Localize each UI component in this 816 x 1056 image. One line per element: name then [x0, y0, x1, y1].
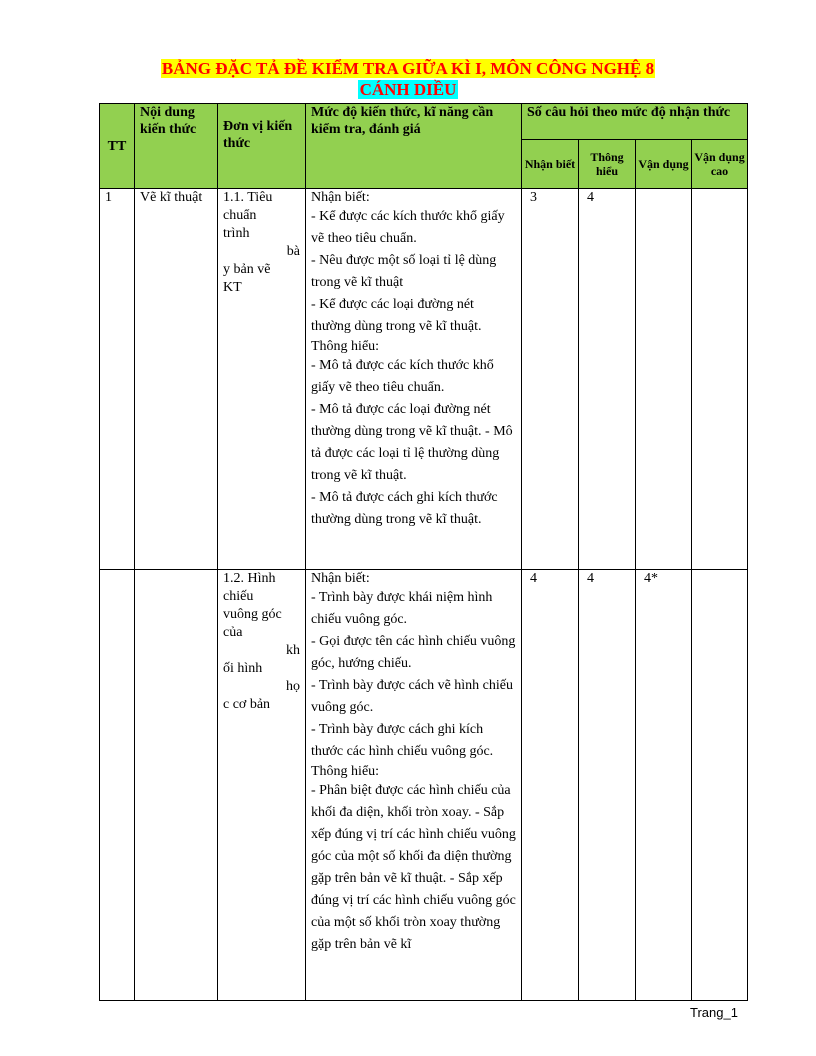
- document-title: BẢNG ĐẶC TẢ ĐỀ KIỂM TRA GIỮA KÌ I, MÔN CÔNG NGHỆ 8: [161, 59, 655, 78]
- count-apply: 4*: [636, 570, 692, 1001]
- list-item: - Mô tả được các kích thước khổ giấy vẽ theo tiêu chuẩn.: [311, 358, 494, 395]
- unit-line: bà: [286, 244, 300, 259]
- header-content: Nội dung kiến thức: [135, 104, 218, 189]
- list-item: - Gọi được tên các hình chiếu vuông góc, hướng chiếu.: [311, 634, 516, 671]
- header-tt: TT: [100, 104, 135, 189]
- unit-line: 1.1. Tiêu: [223, 190, 273, 205]
- count-recognize: 3: [522, 189, 579, 570]
- specification-table: [99, 103, 748, 1001]
- header-row: [100, 104, 748, 140]
- document-subtitle: CÁNH DIỀU: [359, 80, 457, 99]
- understand-title: Thông hiểu:: [311, 339, 380, 354]
- row-tt: [100, 570, 135, 1001]
- table-row: [100, 570, 748, 1001]
- header-apply-high: Vận dụng cao: [692, 140, 748, 189]
- count-apply-high: [692, 570, 748, 1001]
- list-item: - Trình bày được cách ghi kích thước các hình chiếu vuông góc.: [311, 722, 494, 759]
- unit-line: trình: [223, 226, 250, 241]
- count-apply: [636, 189, 692, 570]
- header-apply: Vận dụng: [636, 140, 692, 189]
- unit-line: c cơ bản: [223, 697, 271, 712]
- header-unit: Đơn vị kiến thức: [218, 104, 306, 189]
- list-item: - Trình bày được cách vẽ hình chiếu vuông góc.: [311, 678, 514, 715]
- page-number: Trang_1: [690, 1005, 738, 1020]
- unit-line: KT: [223, 280, 242, 295]
- unit-line: ối hình: [223, 661, 263, 676]
- row-unit: [218, 570, 306, 1001]
- count-recognize: 4: [522, 570, 579, 1001]
- list-item: - Trình bày được khái niệm hình chiếu vuông góc.: [311, 590, 493, 627]
- row-content: [135, 570, 218, 1001]
- row-description: [306, 570, 522, 1001]
- header-level: Mức độ kiến thức, kĩ năng cần kiểm tra, đánh giá: [306, 104, 522, 189]
- unit-line: 1.2. Hình: [223, 571, 276, 586]
- row-unit: [218, 189, 306, 570]
- list-item: - Nêu được một số loại tỉ lệ dùng trong vẽ kĩ thuật: [311, 253, 497, 290]
- unit-line: kh: [286, 643, 300, 658]
- count-apply-high: [692, 189, 748, 570]
- header-count: Số câu hỏi theo mức độ nhận thức: [522, 104, 748, 140]
- unit-line: chuẩn: [223, 208, 257, 223]
- table-row: [100, 189, 748, 570]
- unit-line: vuông góc: [223, 607, 282, 622]
- list-item: - Kể được các kích thước khổ giấy vẽ theo tiêu chuẩn.: [311, 209, 505, 246]
- row-content: Vẽ kĩ thuật: [135, 189, 218, 570]
- recognize-title: Nhận biết:: [311, 571, 370, 586]
- unit-line: của: [223, 625, 243, 640]
- unit-line: chiếu: [223, 589, 254, 604]
- list-item: - Kể được các loại đường nét thường dùng trong vẽ kĩ thuật.: [311, 297, 482, 334]
- list-item: - Mô tả được các loại đường nét thường dùng trong vẽ kĩ thuật. - Mô tả được các loại tỉ lệ thường dùng trong vẽ kĩ thuật.: [311, 402, 513, 483]
- count-understand: 4: [579, 570, 636, 1001]
- header-recognize: Nhận biết: [522, 140, 579, 189]
- count-understand: 4: [579, 189, 636, 570]
- unit-line: họ: [286, 679, 300, 694]
- header-understand: Thông hiểu: [579, 140, 636, 189]
- unit-line: y bản vẽ: [223, 262, 271, 277]
- recognize-title: Nhận biết:: [311, 190, 370, 205]
- understand-title: Thông hiểu:: [311, 764, 380, 779]
- row-tt: 1: [100, 189, 135, 570]
- row-description: [306, 189, 522, 570]
- list-item: - Phân biệt được các hình chiếu của khối đa diện, khối tròn xoay. - Sắp xếp đúng vị trí các hình chiếu vuông góc của một số khối đa diện thường gặp trên bản vẽ kĩ thuật. - Sắp xếp đúng vị trí các hình chiếu vuông góc của một số khối tròn xoay thường gặp trên bản vẽ kĩ: [311, 783, 516, 952]
- list-item: - Mô tả được cách ghi kích thước thường dùng trong vẽ kĩ thuật.: [311, 490, 498, 527]
